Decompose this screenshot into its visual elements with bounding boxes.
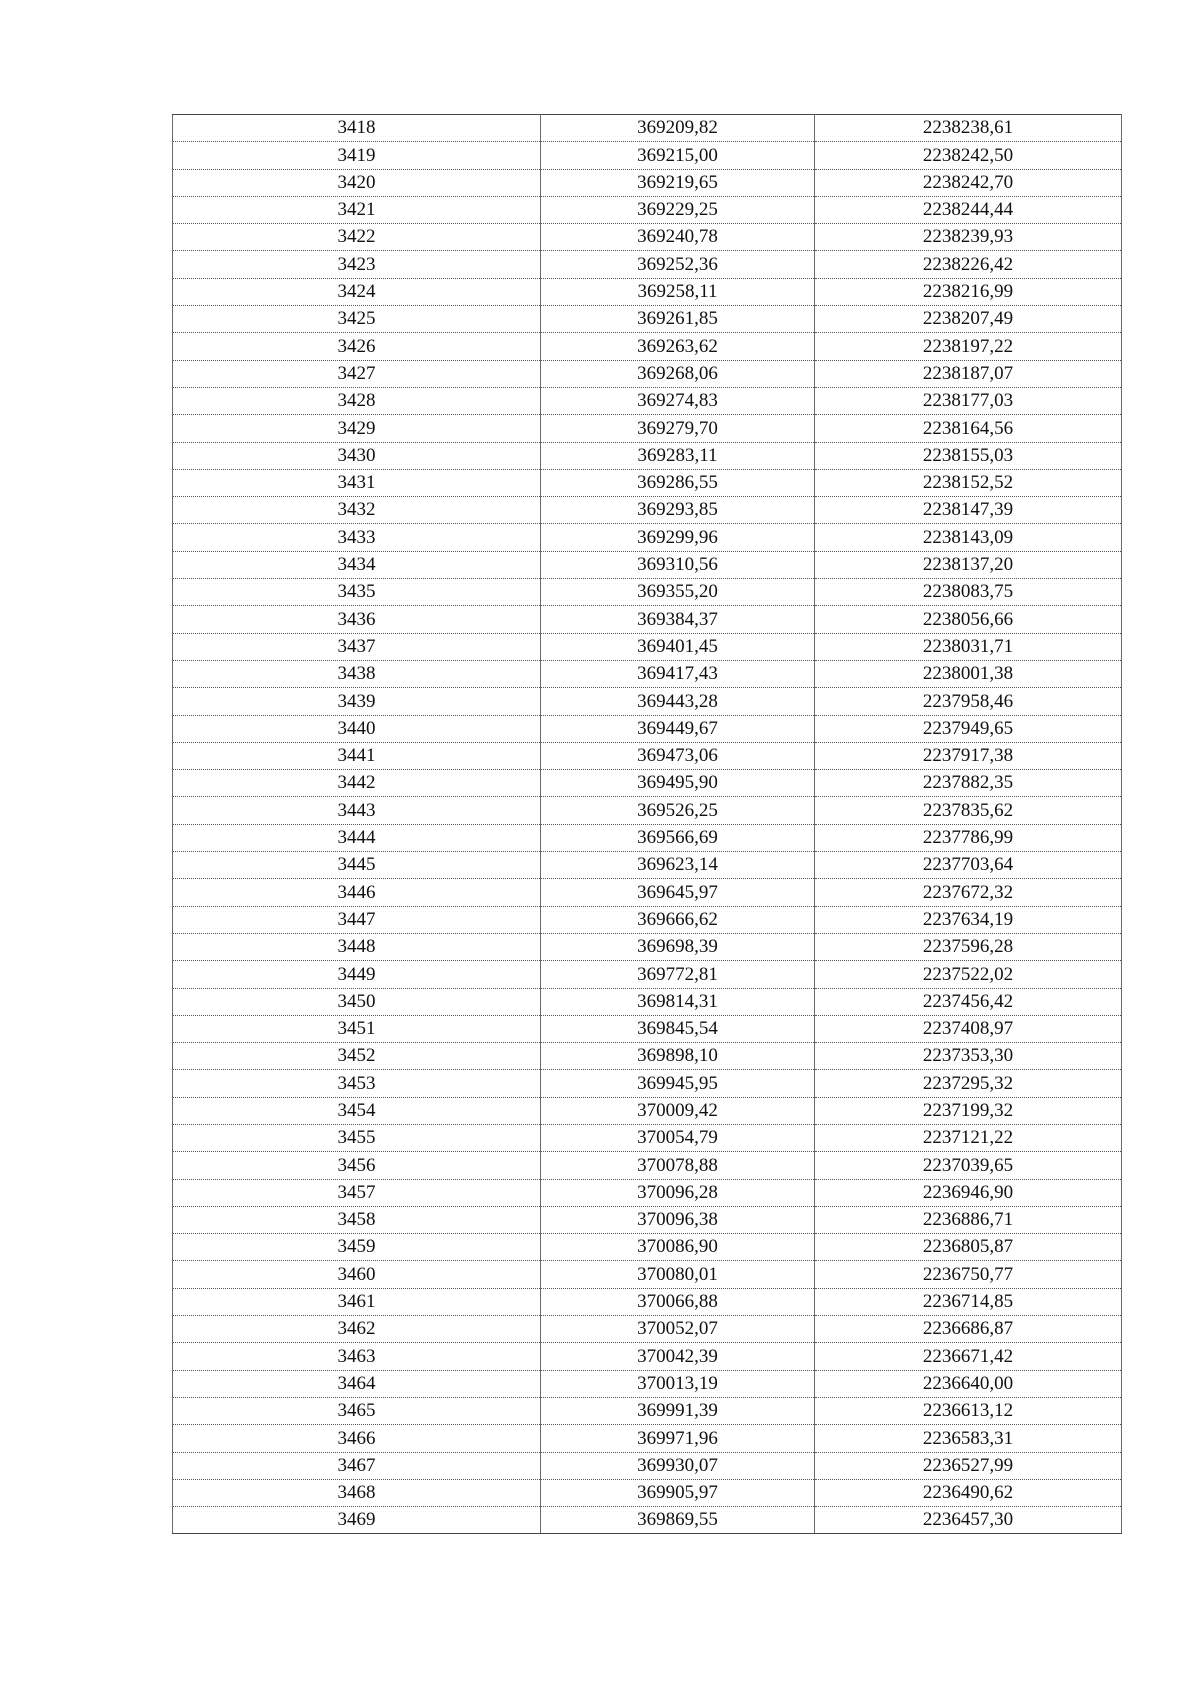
table-row [173,742,1122,769]
x-coordinate-cell: 369355,20 [541,579,815,606]
point-number-cell: 3445 [173,852,541,879]
y-coordinate-cell: 2238137,20 [815,551,1122,578]
point-number-cell: 3458 [173,1206,541,1233]
y-coordinate-cell: 2238207,49 [815,306,1122,333]
point-number-cell: 3436 [173,606,541,633]
point-number-cell: 3419 [173,142,541,169]
table-row [173,306,1122,333]
x-coordinate-cell: 369930,07 [541,1452,815,1479]
point-number-cell: 3469 [173,1507,541,1534]
x-coordinate-cell: 369566,69 [541,824,815,851]
point-number-cell: 3442 [173,770,541,797]
point-number-cell: 3433 [173,524,541,551]
table-row [173,579,1122,606]
point-number-cell: 3448 [173,933,541,960]
y-coordinate-cell: 2237634,19 [815,906,1122,933]
x-coordinate-cell: 369945,95 [541,1070,815,1097]
table-row [173,988,1122,1015]
y-coordinate-cell: 2238152,52 [815,469,1122,496]
y-coordinate-cell: 2238164,56 [815,415,1122,442]
x-coordinate-cell: 369299,96 [541,524,815,551]
table-row [173,196,1122,223]
table-row [173,770,1122,797]
y-coordinate-cell: 2236714,85 [815,1288,1122,1315]
y-coordinate-cell: 2236686,87 [815,1316,1122,1343]
x-coordinate-cell: 369310,56 [541,551,815,578]
y-coordinate-cell: 2238147,39 [815,497,1122,524]
point-number-cell: 3440 [173,715,541,742]
point-number-cell: 3454 [173,1097,541,1124]
x-coordinate-cell: 369443,28 [541,688,815,715]
y-coordinate-cell: 2237917,38 [815,742,1122,769]
table-row [173,1070,1122,1097]
point-number-cell: 3452 [173,1043,541,1070]
table-row [173,1479,1122,1506]
x-coordinate-cell: 370009,42 [541,1097,815,1124]
y-coordinate-cell: 2238177,03 [815,387,1122,414]
x-coordinate-cell: 369274,83 [541,387,815,414]
x-coordinate-cell: 369905,97 [541,1479,815,1506]
point-number-cell: 3451 [173,1015,541,1042]
x-coordinate-cell: 369869,55 [541,1507,815,1534]
x-coordinate-cell: 369991,39 [541,1397,815,1424]
table-row [173,1397,1122,1424]
y-coordinate-cell: 2236671,42 [815,1343,1122,1370]
x-coordinate-cell: 369286,55 [541,469,815,496]
x-coordinate-cell: 370013,19 [541,1370,815,1397]
table-row [173,115,1122,142]
table-row [173,1370,1122,1397]
point-number-cell: 3455 [173,1124,541,1151]
table-row [173,1206,1122,1233]
point-number-cell: 3435 [173,579,541,606]
y-coordinate-cell: 2236527,99 [815,1452,1122,1479]
x-coordinate-cell: 370086,90 [541,1234,815,1261]
y-coordinate-cell: 2238187,07 [815,360,1122,387]
y-coordinate-cell: 2237703,64 [815,852,1122,879]
y-coordinate-cell: 2236805,87 [815,1234,1122,1261]
table-row [173,606,1122,633]
x-coordinate-cell: 369417,43 [541,660,815,687]
point-number-cell: 3464 [173,1370,541,1397]
y-coordinate-cell: 2237786,99 [815,824,1122,851]
table-row [173,551,1122,578]
x-coordinate-cell: 369814,31 [541,988,815,1015]
point-number-cell: 3430 [173,442,541,469]
y-coordinate-cell: 2238242,70 [815,169,1122,196]
table-row [173,1452,1122,1479]
y-coordinate-cell: 2238143,09 [815,524,1122,551]
table-row [173,333,1122,360]
point-number-cell: 3453 [173,1070,541,1097]
y-coordinate-cell: 2237199,32 [815,1097,1122,1124]
y-coordinate-cell: 2236583,31 [815,1425,1122,1452]
table-row [173,224,1122,251]
point-number-cell: 3441 [173,742,541,769]
y-coordinate-cell: 2237121,22 [815,1124,1122,1151]
point-number-cell: 3424 [173,278,541,305]
y-coordinate-cell: 2236640,00 [815,1370,1122,1397]
y-coordinate-cell: 2238155,03 [815,442,1122,469]
x-coordinate-cell: 369240,78 [541,224,815,251]
table-row [173,169,1122,196]
x-coordinate-cell: 370042,39 [541,1343,815,1370]
x-coordinate-cell: 369229,25 [541,196,815,223]
table-row [173,852,1122,879]
x-coordinate-cell: 369215,00 [541,142,815,169]
x-coordinate-cell: 369258,11 [541,278,815,305]
table-row [173,633,1122,660]
x-coordinate-cell: 369263,62 [541,333,815,360]
point-number-cell: 3460 [173,1261,541,1288]
x-coordinate-cell: 369772,81 [541,961,815,988]
y-coordinate-cell: 2236457,30 [815,1507,1122,1534]
table-row [173,1124,1122,1151]
coordinates-table [172,114,1122,1534]
table-row [173,715,1122,742]
x-coordinate-cell: 369219,65 [541,169,815,196]
table-row [173,1316,1122,1343]
y-coordinate-cell: 2237672,32 [815,879,1122,906]
table-row [173,1425,1122,1452]
y-coordinate-cell: 2236750,77 [815,1261,1122,1288]
y-coordinate-cell: 2238239,93 [815,224,1122,251]
point-number-cell: 3431 [173,469,541,496]
table-row [173,497,1122,524]
table-row [173,1152,1122,1179]
table-row [173,360,1122,387]
y-coordinate-cell: 2236886,71 [815,1206,1122,1233]
point-number-cell: 3444 [173,824,541,851]
x-coordinate-cell: 369279,70 [541,415,815,442]
point-number-cell: 3457 [173,1179,541,1206]
y-coordinate-cell: 2237958,46 [815,688,1122,715]
point-number-cell: 3420 [173,169,541,196]
table-row [173,961,1122,988]
point-number-cell: 3459 [173,1234,541,1261]
table-row [173,688,1122,715]
x-coordinate-cell: 370080,01 [541,1261,815,1288]
x-coordinate-cell: 369283,11 [541,442,815,469]
x-coordinate-cell: 369261,85 [541,306,815,333]
x-coordinate-cell: 370054,79 [541,1124,815,1151]
y-coordinate-cell: 2238226,42 [815,251,1122,278]
y-coordinate-cell: 2238056,66 [815,606,1122,633]
table-row [173,251,1122,278]
table-row [173,1179,1122,1206]
y-coordinate-cell: 2237835,62 [815,797,1122,824]
point-number-cell: 3434 [173,551,541,578]
y-coordinate-cell: 2237039,65 [815,1152,1122,1179]
x-coordinate-cell: 369645,97 [541,879,815,906]
table-row [173,469,1122,496]
y-coordinate-cell: 2237353,30 [815,1043,1122,1070]
point-number-cell: 3449 [173,961,541,988]
x-coordinate-cell: 369666,62 [541,906,815,933]
table-row [173,1261,1122,1288]
point-number-cell: 3421 [173,196,541,223]
y-coordinate-cell: 2238197,22 [815,333,1122,360]
table-row [173,1097,1122,1124]
x-coordinate-cell: 369526,25 [541,797,815,824]
table-row [173,1015,1122,1042]
point-number-cell: 3426 [173,333,541,360]
x-coordinate-cell: 369971,96 [541,1425,815,1452]
coordinates-table-body [173,115,1122,1534]
point-number-cell: 3446 [173,879,541,906]
table-row [173,142,1122,169]
table-row [173,387,1122,414]
table-row [173,797,1122,824]
x-coordinate-cell: 369623,14 [541,852,815,879]
point-number-cell: 3428 [173,387,541,414]
table-row [173,1288,1122,1315]
point-number-cell: 3418 [173,115,541,142]
x-coordinate-cell: 369449,67 [541,715,815,742]
point-number-cell: 3437 [173,633,541,660]
y-coordinate-cell: 2237949,65 [815,715,1122,742]
point-number-cell: 3466 [173,1425,541,1452]
point-number-cell: 3432 [173,497,541,524]
x-coordinate-cell: 369698,39 [541,933,815,960]
x-coordinate-cell: 369473,06 [541,742,815,769]
point-number-cell: 3456 [173,1152,541,1179]
point-number-cell: 3422 [173,224,541,251]
point-number-cell: 3450 [173,988,541,1015]
table-row [173,660,1122,687]
table-row [173,1343,1122,1370]
table-row [173,1043,1122,1070]
point-number-cell: 3465 [173,1397,541,1424]
y-coordinate-cell: 2237522,02 [815,961,1122,988]
y-coordinate-cell: 2238244,44 [815,196,1122,223]
table-row [173,278,1122,305]
x-coordinate-cell: 370052,07 [541,1316,815,1343]
x-coordinate-cell: 369898,10 [541,1043,815,1070]
point-number-cell: 3439 [173,688,541,715]
x-coordinate-cell: 369384,37 [541,606,815,633]
point-number-cell: 3447 [173,906,541,933]
table-row [173,415,1122,442]
y-coordinate-cell: 2238238,61 [815,115,1122,142]
x-coordinate-cell: 370096,28 [541,1179,815,1206]
x-coordinate-cell: 369845,54 [541,1015,815,1042]
point-number-cell: 3429 [173,415,541,442]
table-row [173,524,1122,551]
y-coordinate-cell: 2238031,71 [815,633,1122,660]
x-coordinate-cell: 370096,38 [541,1206,815,1233]
table-row [173,906,1122,933]
table-row [173,879,1122,906]
point-number-cell: 3463 [173,1343,541,1370]
y-coordinate-cell: 2238001,38 [815,660,1122,687]
x-coordinate-cell: 369268,06 [541,360,815,387]
y-coordinate-cell: 2237408,97 [815,1015,1122,1042]
y-coordinate-cell: 2238242,50 [815,142,1122,169]
point-number-cell: 3427 [173,360,541,387]
x-coordinate-cell: 370066,88 [541,1288,815,1315]
y-coordinate-cell: 2237882,35 [815,770,1122,797]
point-number-cell: 3462 [173,1316,541,1343]
y-coordinate-cell: 2236946,90 [815,1179,1122,1206]
point-number-cell: 3423 [173,251,541,278]
x-coordinate-cell: 369495,90 [541,770,815,797]
x-coordinate-cell: 369209,82 [541,115,815,142]
y-coordinate-cell: 2236490,62 [815,1479,1122,1506]
y-coordinate-cell: 2238216,99 [815,278,1122,305]
x-coordinate-cell: 370078,88 [541,1152,815,1179]
point-number-cell: 3425 [173,306,541,333]
point-number-cell: 3438 [173,660,541,687]
table-row [173,824,1122,851]
x-coordinate-cell: 369252,36 [541,251,815,278]
y-coordinate-cell: 2238083,75 [815,579,1122,606]
point-number-cell: 3467 [173,1452,541,1479]
x-coordinate-cell: 369401,45 [541,633,815,660]
table-row [173,1234,1122,1261]
y-coordinate-cell: 2237456,42 [815,988,1122,1015]
table-row [173,1507,1122,1534]
table-row [173,442,1122,469]
y-coordinate-cell: 2236613,12 [815,1397,1122,1424]
x-coordinate-cell: 369293,85 [541,497,815,524]
point-number-cell: 3461 [173,1288,541,1315]
point-number-cell: 3468 [173,1479,541,1506]
y-coordinate-cell: 2237596,28 [815,933,1122,960]
y-coordinate-cell: 2237295,32 [815,1070,1122,1097]
table-row [173,933,1122,960]
point-number-cell: 3443 [173,797,541,824]
